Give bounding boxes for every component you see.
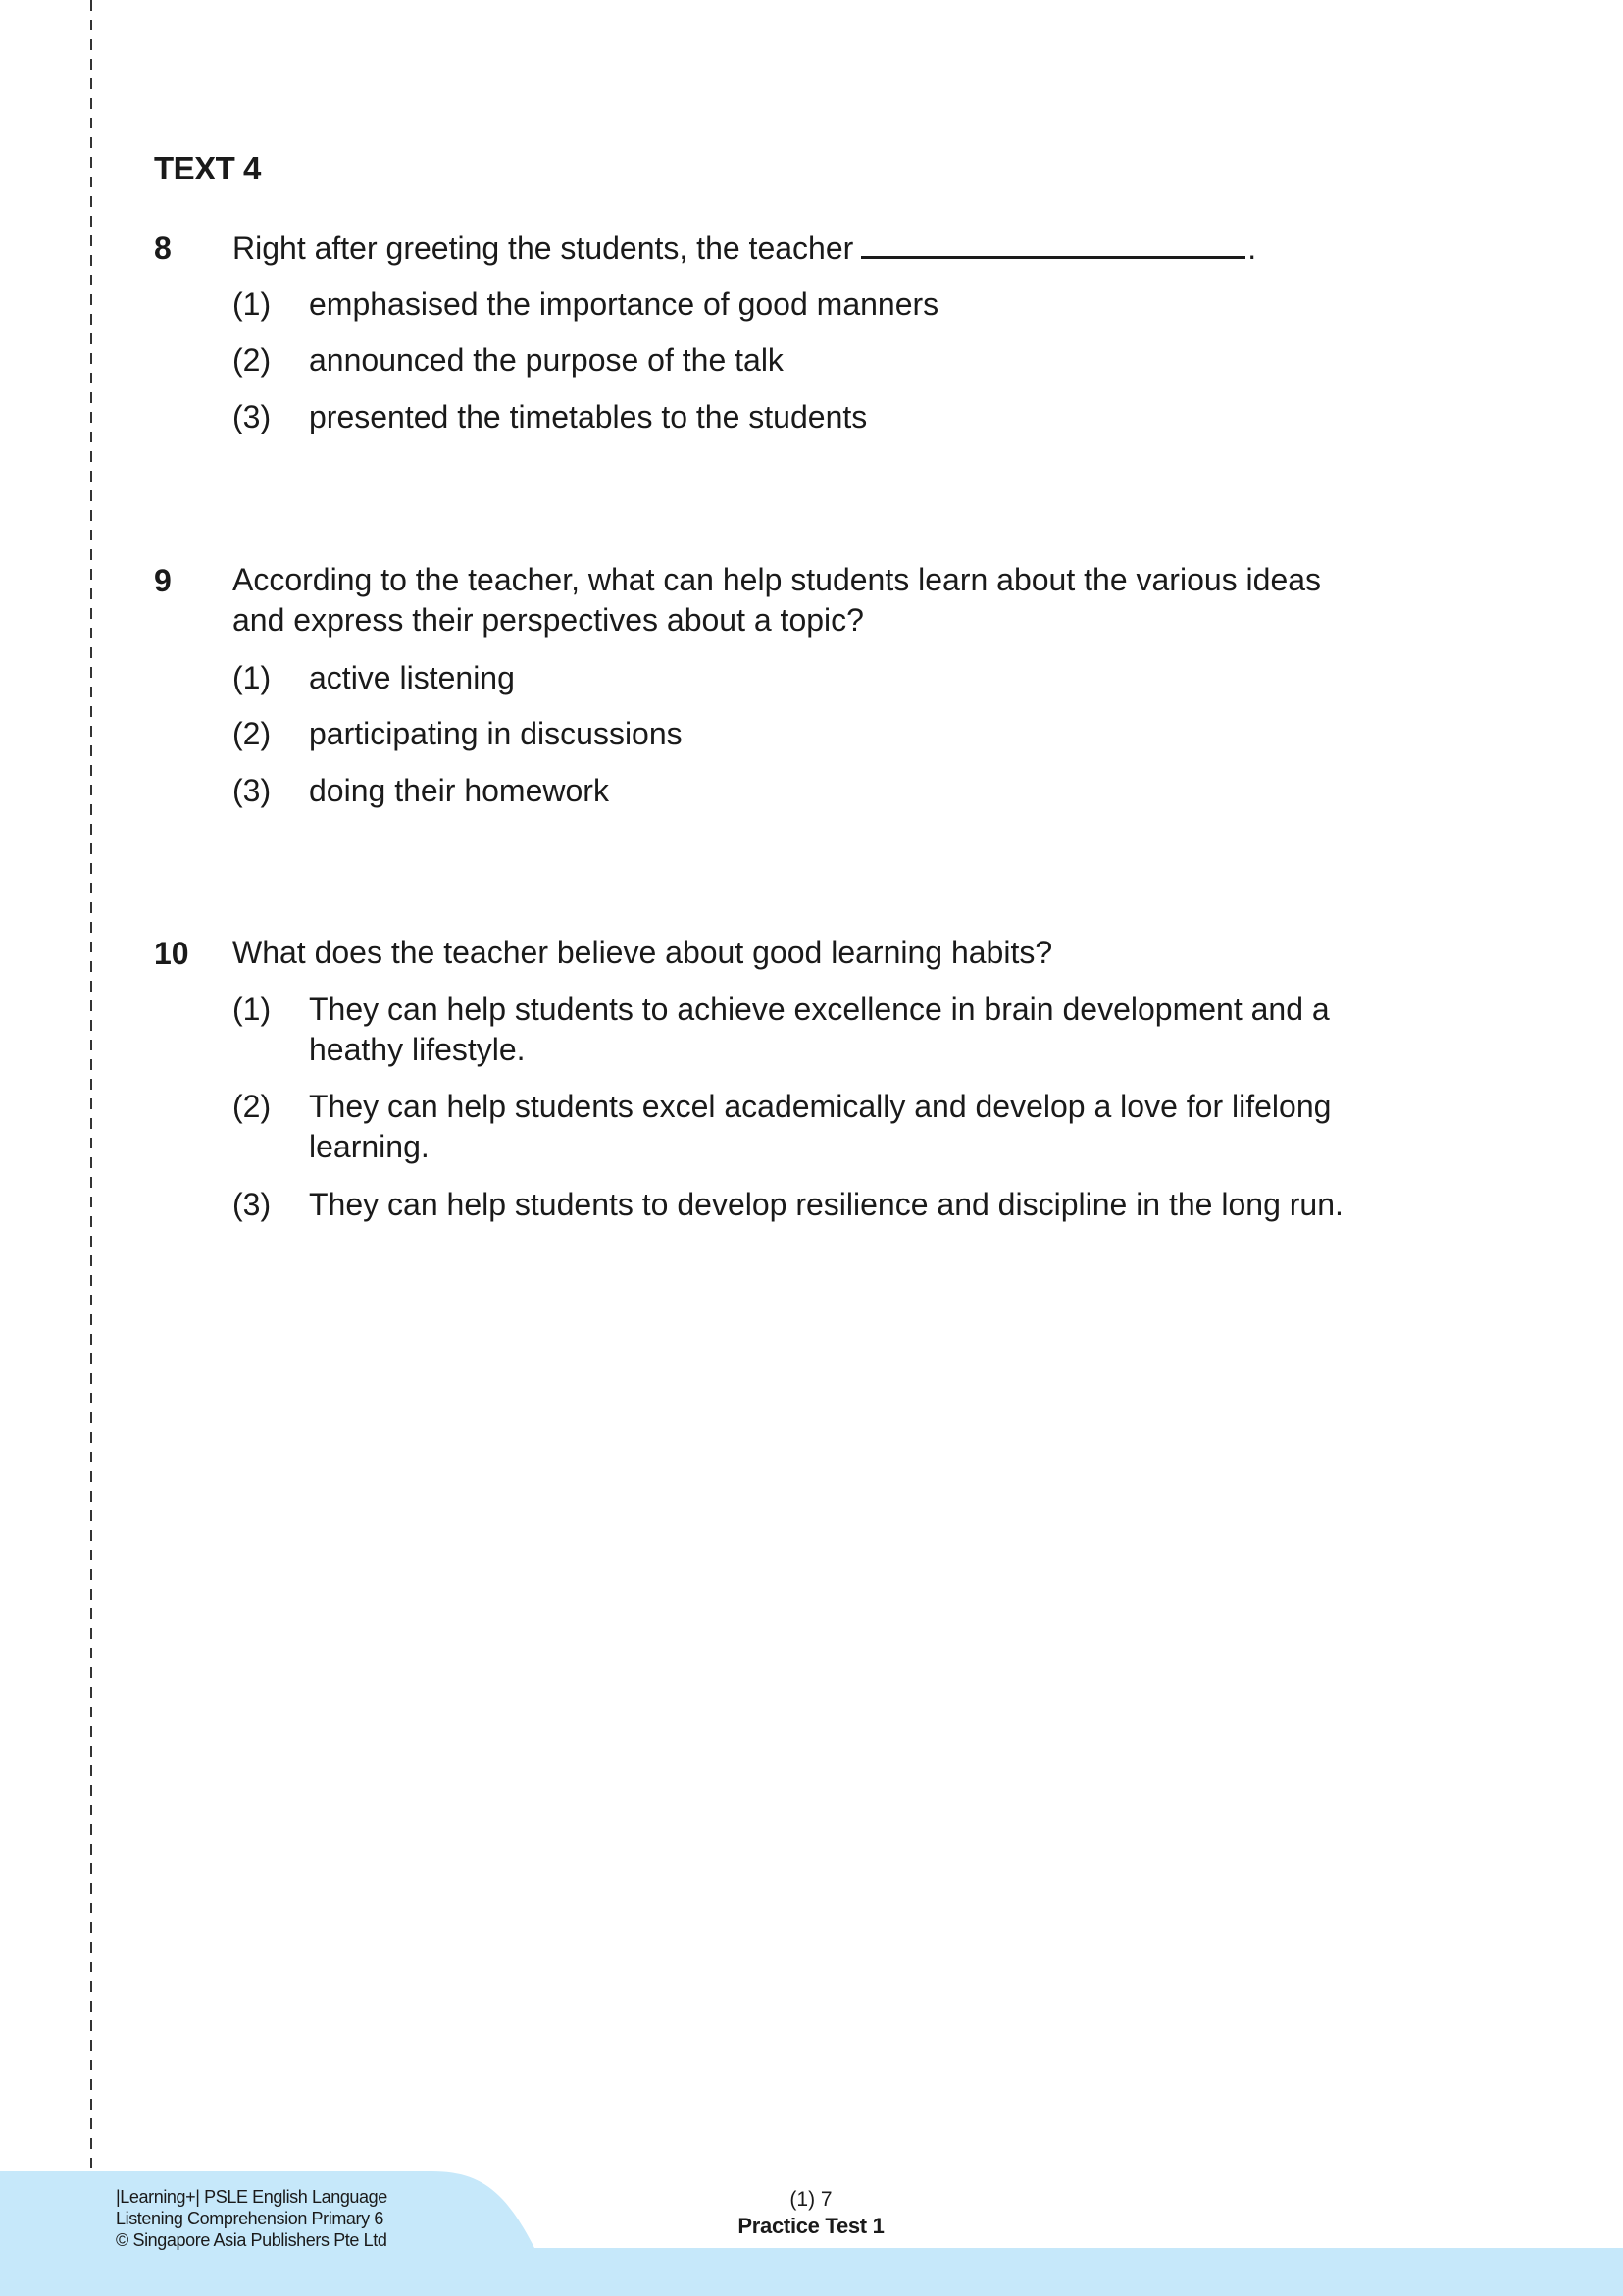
test-name: Practice Test 1 [737, 2214, 885, 2238]
option-text: emphasised the importance of good manners [309, 286, 939, 322]
option-label: (2) [232, 1089, 272, 1124]
option-text: presented the timetables to the students [309, 399, 868, 434]
question-stem: Right after greeting the students, the teacher [232, 230, 854, 266]
option-label: (2) [232, 342, 272, 378]
question-text [232, 228, 1390, 269]
question-text: What does the teacher believe about good learning habits? [232, 935, 1053, 970]
option-text: They can help students excel academically and develop a love for lifelong learning. [309, 1089, 1332, 1164]
question-number: 8 [154, 230, 172, 266]
option-label: (1) [232, 286, 272, 322]
dashed-cut-line [90, 0, 92, 2296]
publisher-line: |Learning+| PSLE English Language [116, 2187, 387, 2207]
option-label: (1) [232, 992, 272, 1027]
answer-blank-line [861, 256, 1245, 259]
page-footer-center [713, 2187, 909, 2240]
option-label: (3) [232, 1187, 272, 1222]
option-text: They can help students to achieve excellence in brain development and a heathy lifestyle. [309, 992, 1330, 1067]
option-label: (1) [232, 660, 272, 695]
publisher-line: Listening Comprehension Primary 6 [116, 2209, 383, 2228]
option-label: (3) [232, 399, 272, 434]
option-text: doing their homework [309, 773, 609, 808]
option-text: announced the purpose of the talk [309, 342, 784, 378]
question-number: 9 [154, 563, 172, 598]
option-text: They can help students to develop resilience and discipline in the long run. [309, 1187, 1344, 1222]
question-text: According to the teacher, what can help students learn about the various ideas and express their perspectives about a topic? [232, 562, 1322, 638]
option-text: active listening [309, 660, 515, 695]
question-stem-end: . [1247, 230, 1257, 266]
publisher-info [116, 2186, 387, 2251]
section-title: TEXT 4 [154, 150, 261, 186]
option-label: (2) [232, 716, 272, 751]
option-text: participating in discussions [309, 716, 683, 751]
page-number: (1) 7 [789, 2188, 833, 2211]
option-label: (3) [232, 773, 272, 808]
publisher-line: © Singapore Asia Publishers Pte Ltd [116, 2230, 387, 2250]
question-number: 10 [154, 936, 189, 971]
